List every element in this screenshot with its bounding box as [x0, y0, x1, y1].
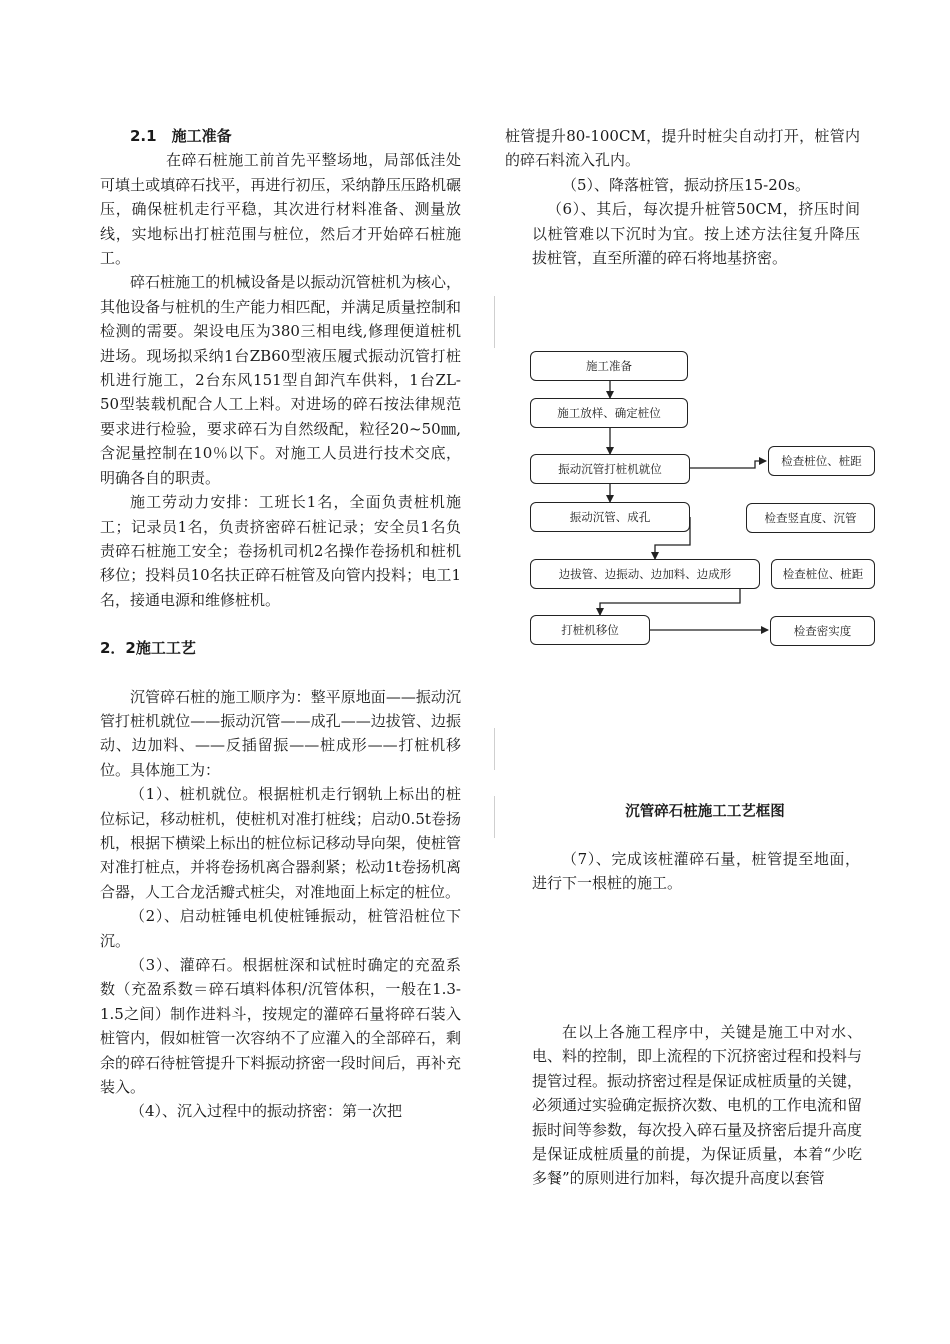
check-density: 检查密实度	[770, 616, 875, 646]
paragraph: 在以上各施工程序中，关键是施工中对水、电、料的控制，即上流程的下沉挤密过程和投料与提管过程。振动挤密过程是保证成桩质量的关键，必须通过实验确定振挤次数、电机的工作电流和留振时间等参数，每次投入碎石量及挤密后提升高度是保证成桩质量的前提，为保证质量，本着“少吃多餐”的原则进行加料，每次提升高度以套管	[532, 1023, 863, 1188]
flow-step-move-rig: 打桩机移位	[530, 615, 650, 645]
flow-step-rig-position: 振动沉管打桩机就位	[530, 454, 690, 484]
flow-step-prepare: 施工准备	[530, 351, 688, 381]
check-verticality: 检查竖直度、沉管	[746, 503, 875, 533]
paragraph: （7）、完成该桩灌碎石量，桩管提至地面，进行下一根桩的施工。	[532, 850, 860, 893]
section-2-1-title: 2.1 施工准备	[130, 127, 232, 145]
paragraph: （4）、沉入过程中的振动挤密：第一次把	[130, 1102, 403, 1121]
column-rule	[494, 728, 495, 770]
paragraph: （5）、降落桩管，振动挤压15-20s。	[562, 176, 810, 194]
check-position-spacing: 检查桩位、桩距	[768, 446, 875, 476]
flow-step-pull-vibrate: 边拔管、边振动、边加料、边成形	[530, 559, 760, 589]
section-2-2-title: 2．2施工工艺	[100, 639, 196, 658]
right-column-middle	[532, 847, 860, 896]
paragraph: 施工劳动力安排：工班长1名，全面负责桩机施工；记录员1名，负责挤密碎石桩记录；安全员1名负责碎石桩施工安全；卷扬机司机2名操作卷扬机和桩机移位；投料员10名扶正碎石桩管及向管内投料；电工1名，接通电源和维修桩机。	[100, 493, 461, 609]
paragraph: 在碎石桩施工前首先平整场地，局部低洼处可填土或填碎石找平，再进行初压，采纳静压压路机碾压，确保桩机走行平稳，其次进行材料准备、测量放线，实地标出打桩范围与桩位，然后才开始碎石桩施工。	[100, 151, 461, 268]
flow-step-sink-pipe: 振动沉管、成孔	[530, 502, 690, 532]
check-position-spacing-2: 检查桩位、桩距	[771, 559, 875, 589]
column-rule	[494, 796, 495, 838]
paragraph: （1）、桩机就位。根据桩机走行钢轨上标出的桩位标记，移动桩机，使桩机对准打桩线；启动0.5t卷扬机，根据下横梁上标出的桩位标记移动导向架，使桩管对准打桩点，并将卷扬机离合器刹紧；松动1t卷扬机离合器，人工合龙活瓣式桩尖，对准地面上标定的桩位。	[100, 785, 461, 901]
paragraph: 桩管提升80-100CM，提升时桩尖自动打开，桩管内的碎石料流入孔内。	[505, 127, 860, 170]
paragraph: （6）、其后，每次提升桩管50CM，挤压时间以桩管难以下沉时为宜。按上述方法往复升降压拔桩管，直至所灌的碎石将地基挤密。	[532, 200, 860, 268]
paragraph: （2）、启动桩锤电机使桩锤振动，桩管沿桩位下沉。	[100, 907, 461, 950]
paragraph: 碎石桩施工的机械设备是以振动沉管桩机为核心，其他设备与桩机的生产能力相匹配，并满足质量控制和检测的需要。架设电压为380三相电线,修理便道桩机进场。现场拟采纳1台ZB60型液压履式振动沉管打桩机进行施工，2台东风151型自卸汽车供料，1台ZL-50型装载机配合人工上料。对进场的碎石按法律规范要求进行检验，要求碎石为自然级配，粒径20~50㎜,含泥量控制在10％以下。对施工人员进行技术交底，明确各自的职责。	[100, 273, 461, 487]
paragraph: 沉管碎石桩的施工顺序为：整平原地面——振动沉管打桩机就位——振动沉管——成孔——边拔管、边振动、边加料、——反插留振——桩成形——打桩机移位。具体施工为：	[100, 687, 461, 779]
flow-step-layout: 施工放样、确定桩位	[530, 398, 688, 428]
right-column-bottom	[532, 1020, 862, 1191]
arrow-n3-c1	[690, 461, 766, 468]
figure-caption: 沉管碎石桩施工工艺框图	[625, 804, 785, 820]
paragraph: （3）、灌碎石。根据桩深和试桩时确定的充盈系数（充盈系数＝碎石填料体积/沉管体积，一般在1.3-1.5之间）制作进料斗，按规定的灌碎石量将碎石装入桩管内，假如桩管一次容纳不了应灌入的全部碎石，剩余的碎石待桩管提升下料振动挤密一段时间后，再补充装入。	[100, 956, 461, 1097]
